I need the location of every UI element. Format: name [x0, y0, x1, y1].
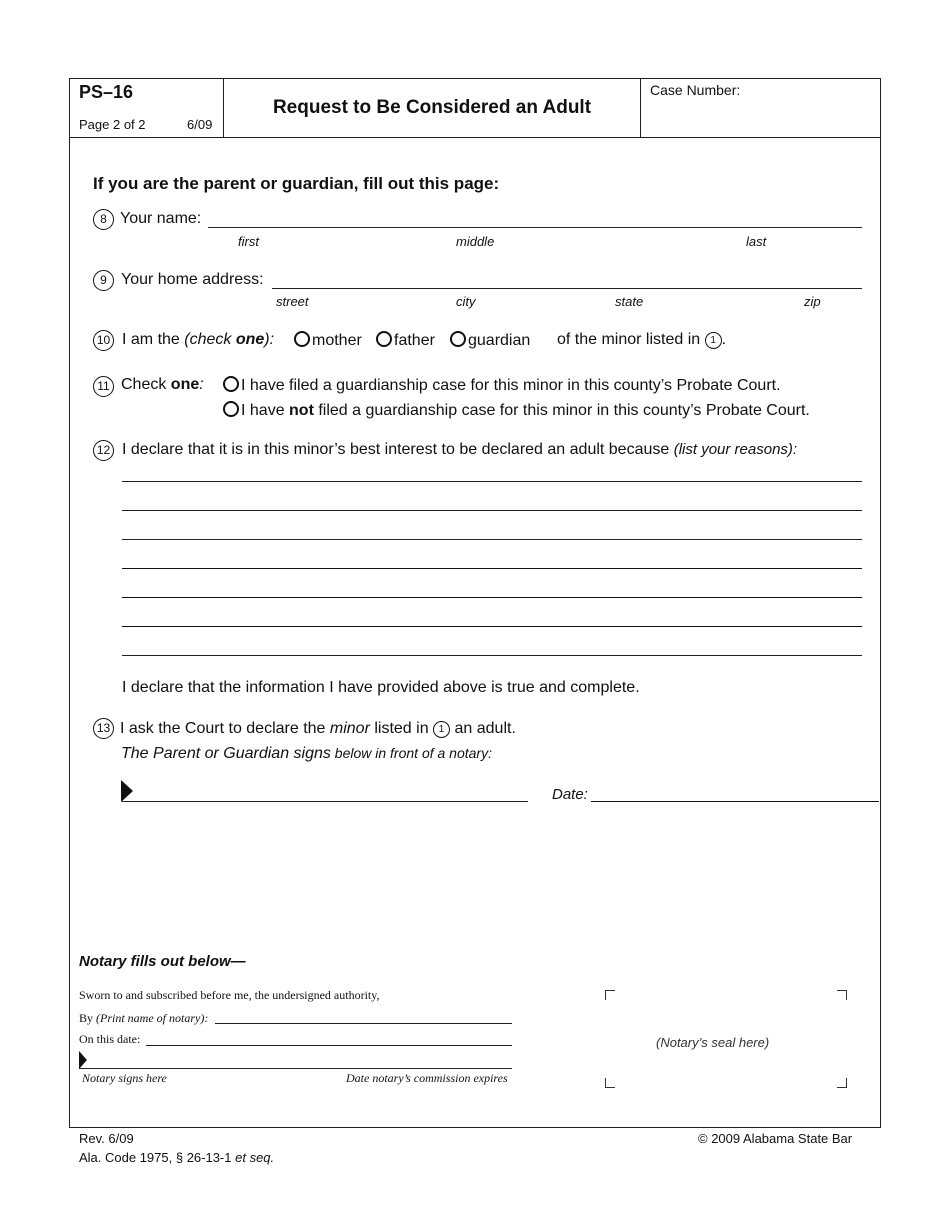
seal-corner-top-left	[605, 990, 615, 1000]
check-one-label	[121, 376, 204, 394]
sign-instruction-who: The Parent or Guardian signs	[121, 745, 331, 762]
caption-city: city	[456, 294, 476, 309]
relationship-question	[122, 331, 274, 349]
your-name-label: Your name:	[120, 210, 202, 227]
declaration-text: I declare that the information I have provided above is true and complete.	[122, 679, 640, 696]
reasons-text: I declare that it is in this minor’s best interest to be declared an adult because	[122, 441, 674, 458]
sign-instruction-rest: below in front of a notary:	[330, 745, 492, 761]
notary-date-input[interactable]	[146, 1045, 512, 1046]
caption-last: last	[746, 234, 767, 249]
case-number-field[interactable]	[645, 100, 875, 134]
notary-commission-label: Date notary’s commission expires	[346, 1071, 508, 1085]
home-address-input[interactable]	[272, 288, 862, 289]
form-date: 6/09	[187, 117, 213, 132]
ref-item-1: 1	[705, 332, 722, 349]
reasons-line-5[interactable]	[122, 597, 862, 598]
caption-state: state	[615, 294, 644, 309]
notary-name-input[interactable]	[215, 1023, 512, 1024]
date-label: Date:	[552, 786, 588, 803]
notary-by-label: (Print name of notary):	[96, 1011, 209, 1025]
seal-corner-bottom-right	[837, 1078, 847, 1088]
reasons-line-6[interactable]	[122, 626, 862, 627]
radio-guardian-icon[interactable]	[450, 331, 466, 347]
reasons-question	[122, 441, 797, 459]
seal-corner-bottom-left	[605, 1078, 615, 1088]
reasons-line-1[interactable]	[122, 481, 862, 482]
option-not-filed-a: I have	[241, 402, 290, 419]
notary-signature-input[interactable]	[79, 1068, 512, 1069]
notary-heading: Notary fills out below—	[79, 953, 246, 970]
option-mother-label: mother	[312, 332, 362, 349]
check-one-bold: one	[170, 376, 200, 393]
ask-court-b: listed in	[369, 720, 429, 737]
option-guardian[interactable]	[450, 331, 530, 350]
ask-court-a: I ask the Court to declare the	[120, 720, 330, 737]
footer-code	[79, 1150, 274, 1165]
option-mother[interactable]	[294, 331, 362, 350]
option-filed-label: I have filed a guardianship case for this minor in this county’s Probate Court.	[241, 377, 781, 394]
notary-by-row	[79, 1011, 208, 1026]
notary-by-prefix: By	[79, 1011, 97, 1025]
relationship-prefix: I am the	[122, 331, 185, 348]
item-number-11: 11	[93, 376, 114, 397]
ask-court-text	[120, 720, 516, 738]
notary-signs-here: Notary signs here	[82, 1071, 167, 1085]
relationship-suffix-period: .	[721, 331, 727, 348]
option-filed[interactable]	[223, 376, 781, 395]
radio-filed-icon[interactable]	[223, 376, 239, 392]
option-guardian-label: guardian	[468, 332, 531, 349]
notary-signature-arrow-icon	[79, 1051, 87, 1069]
seal-corner-top-right	[837, 990, 847, 1000]
reasons-hint: (list your reasons):	[673, 441, 798, 458]
radio-not-filed-icon[interactable]	[223, 401, 239, 417]
notary-date-label: On this date:	[79, 1032, 141, 1046]
check-colon: :	[199, 376, 204, 393]
home-address-label: Your home address:	[121, 271, 264, 288]
option-not-filed-bold: not	[289, 402, 314, 419]
ask-court-c: an adult.	[450, 720, 516, 737]
page-number: Page 2 of 2	[79, 117, 146, 132]
check-open: (check	[184, 331, 236, 348]
footer-code-text: Ala. Code 1975, § 26-13-1	[79, 1150, 236, 1165]
signature-date-input[interactable]	[591, 801, 879, 802]
form-id: PS–16	[79, 82, 134, 102]
case-number-label: Case Number:	[650, 82, 741, 98]
check-one: one	[235, 331, 265, 348]
relationship-suffix	[557, 331, 726, 349]
your-name-input[interactable]	[208, 227, 862, 228]
reasons-line-3[interactable]	[122, 539, 862, 540]
option-not-filed[interactable]	[223, 401, 810, 420]
page-title: Request to Be Considered an Adult	[272, 97, 592, 118]
item-number-12: 12	[93, 440, 114, 461]
check-close: ):	[264, 331, 275, 348]
reasons-line-4[interactable]	[122, 568, 862, 569]
check-text: Check	[121, 376, 171, 393]
radio-mother-icon[interactable]	[294, 331, 310, 347]
caption-first: first	[238, 234, 259, 249]
caption-street: street	[276, 294, 309, 309]
item-number-8: 8	[93, 209, 114, 230]
sign-instruction	[121, 745, 492, 763]
option-father-label: father	[394, 332, 435, 349]
option-father[interactable]	[376, 331, 435, 350]
ask-court-minor: minor	[329, 720, 370, 737]
notary-seal-label: (Notary’s seal here)	[656, 1035, 770, 1050]
item-number-9: 9	[93, 270, 114, 291]
item-number-13: 13	[93, 718, 114, 739]
ref-item-1-b: 1	[433, 721, 450, 738]
relationship-suffix-text: of the minor listed in	[557, 331, 701, 348]
reasons-line-2[interactable]	[122, 510, 862, 511]
section-intro: If you are the parent or guardian, fill out this page:	[93, 174, 500, 193]
option-not-filed-b: filed a guardianship case for this minor in this county’s Probate Court.	[313, 402, 810, 419]
item-number-10: 10	[93, 330, 114, 351]
footer-revision: Rev. 6/09	[79, 1131, 134, 1146]
signature-arrow-icon	[121, 780, 133, 802]
footer-code-italic: et seq.	[235, 1150, 275, 1165]
caption-middle: middle	[456, 234, 495, 249]
caption-zip: zip	[804, 294, 821, 309]
radio-father-icon[interactable]	[376, 331, 392, 347]
footer-copyright: © 2009 Alabama State Bar	[698, 1131, 853, 1146]
parent-signature-input[interactable]	[122, 801, 528, 802]
reasons-line-7[interactable]	[122, 655, 862, 656]
notary-sworn-text: Sworn to and subscribed before me, the undersigned authority,	[79, 988, 380, 1002]
